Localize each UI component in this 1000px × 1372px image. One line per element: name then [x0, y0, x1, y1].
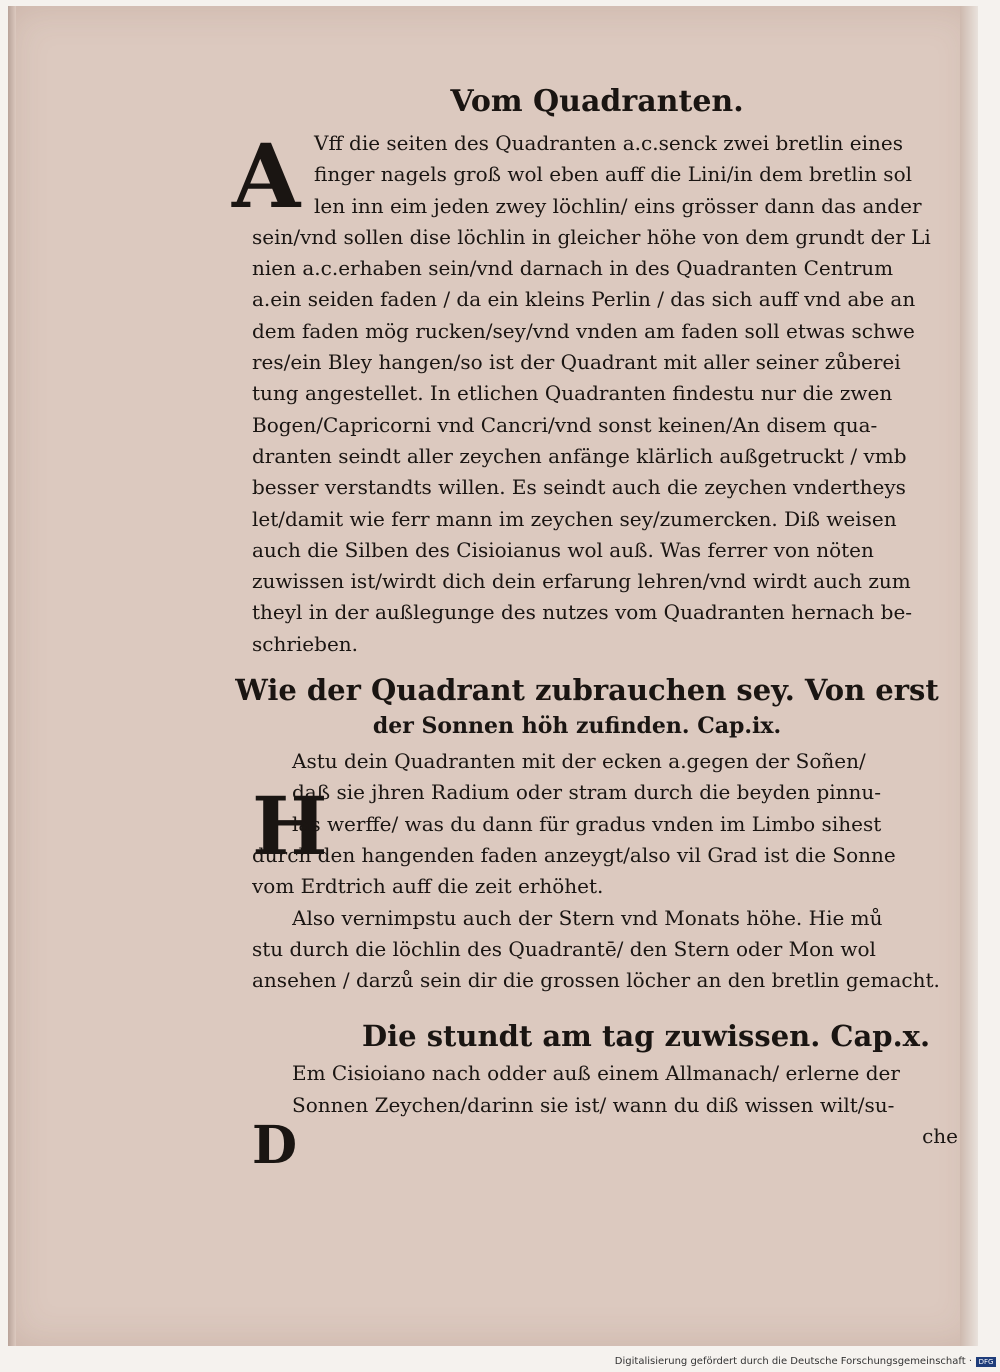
text-line: let/damit wie ferr mann im zeychen sey/zumercken. Diß weisen [252, 506, 897, 531]
text-line: ansehen / darzů sein dir die grossen löcher an den bretlin gemacht. [252, 968, 940, 993]
page-gutter-edge [8, 6, 16, 1346]
text-line: res/ein Bley hangen/so ist der Quadrant mit aller seiner zůberei [252, 350, 901, 375]
section-heading-chapter-9: Wie der Quadrant zubrauchen sey. Von erst [235, 673, 939, 708]
text-line: Em Cisioiano nach odder auß einem Allmanach/ erlerne der [292, 1061, 900, 1086]
paragraph-sun-height [252, 746, 962, 902]
paragraph-star-height [252, 903, 962, 997]
text-line: dranten seindt aller zeychen anfänge klärlich außgetruckt / vmb [252, 443, 907, 468]
text-line: zuwissen ist/wirdt dich dein erfarung lehren/vnd wirdt auch zum [252, 569, 911, 594]
section-heading-chapter-10: Die stundt am tag zuwissen. Cap.x. [362, 1019, 931, 1054]
text-line: theyl in der außlegunge des nutzes vom Quadranten hernach be- [252, 600, 913, 625]
page-outer-edge [960, 6, 978, 1346]
drop-cap-d: D [252, 1115, 298, 1176]
text-line: finger nagels groß wol eben auff die Lini/in dem bretlin sol [314, 162, 913, 187]
text-line: nien a.c.erhaben sein/vnd darnach in des Quadranten Centrum [252, 256, 894, 281]
drop-cap-a: A [232, 124, 301, 228]
text-line: Also vernimpstu auch der Stern vnd Monats höhe. Hie mů [292, 905, 883, 930]
main-text [235, 80, 962, 1151]
text-line: Astu dein Quadranten mit der ecken a.gegen der Soñen/ [292, 749, 866, 774]
paragraph-hour-of-day [252, 1058, 962, 1121]
text-line: vom Erdtrich auff die zeit erhöhet. [252, 874, 604, 899]
text-line: sein/vnd sollen dise löchlin in gleicher höhe von dem grundt der Li [252, 224, 931, 249]
text-line: schrieben. [252, 631, 359, 656]
text-line: a.ein seiden faden / da ein kleins Perlin / das sich auff vnd abe an [252, 287, 916, 312]
text-line: las werffe/ was du dann für gradus vnden im Limbo sihest [292, 811, 882, 836]
page-title: Vom Quadranten. [450, 84, 744, 119]
text-line: auch die Silben des Cisioianus wol auß. Was ferrer von nöten [252, 537, 874, 562]
text-line: len inn eim jeden zwey löchlin/ eins grösser dann das ander [314, 193, 922, 218]
text-line: Sonnen Zeychen/darinn sie ist/ wann du diß wissen wilt/su- [292, 1092, 895, 1117]
text-line: tung angestellet. In etlichen Quadranten findestu nur die zwen [252, 381, 893, 406]
text-line: dem faden mög rucken/sey/vnd vnden am faden soll etwas schwe [252, 318, 915, 343]
drop-cap-h: H [252, 779, 328, 873]
text-line: Vff die seiten des Quadranten a.c.senck zwei bretlin eines [314, 131, 903, 155]
text-line: daß sie jhren Radium oder stram durch die beyden pinnu- [292, 780, 882, 805]
text-line: Bogen/Capricorni vnd Cancri/vnd sonst keinen/An disem qua- [252, 412, 878, 437]
paragraph-quadrant-description [252, 128, 962, 660]
catchword: che [922, 1124, 958, 1149]
text-line: besser verstandts willen. Es seindt auch die zeychen vndertheys [252, 475, 906, 500]
dfg-logo-icon: DFG [976, 1357, 996, 1367]
text-line: durch den hangenden faden anzeygt/also vil Grad ist die Sonne [252, 842, 896, 867]
text-line: stu durch die löchlin des Quadrantē/ den Stern oder Mon wol [252, 936, 876, 961]
funding-notice: Digitalisierung gefördert durch die Deutsche Forschungsgemeinschaft · [614, 1356, 972, 1367]
digitization-footer [0, 1352, 1000, 1372]
section-subheading-chapter-9: der Sonnen höh zufinden. Cap.ix. [372, 713, 782, 740]
